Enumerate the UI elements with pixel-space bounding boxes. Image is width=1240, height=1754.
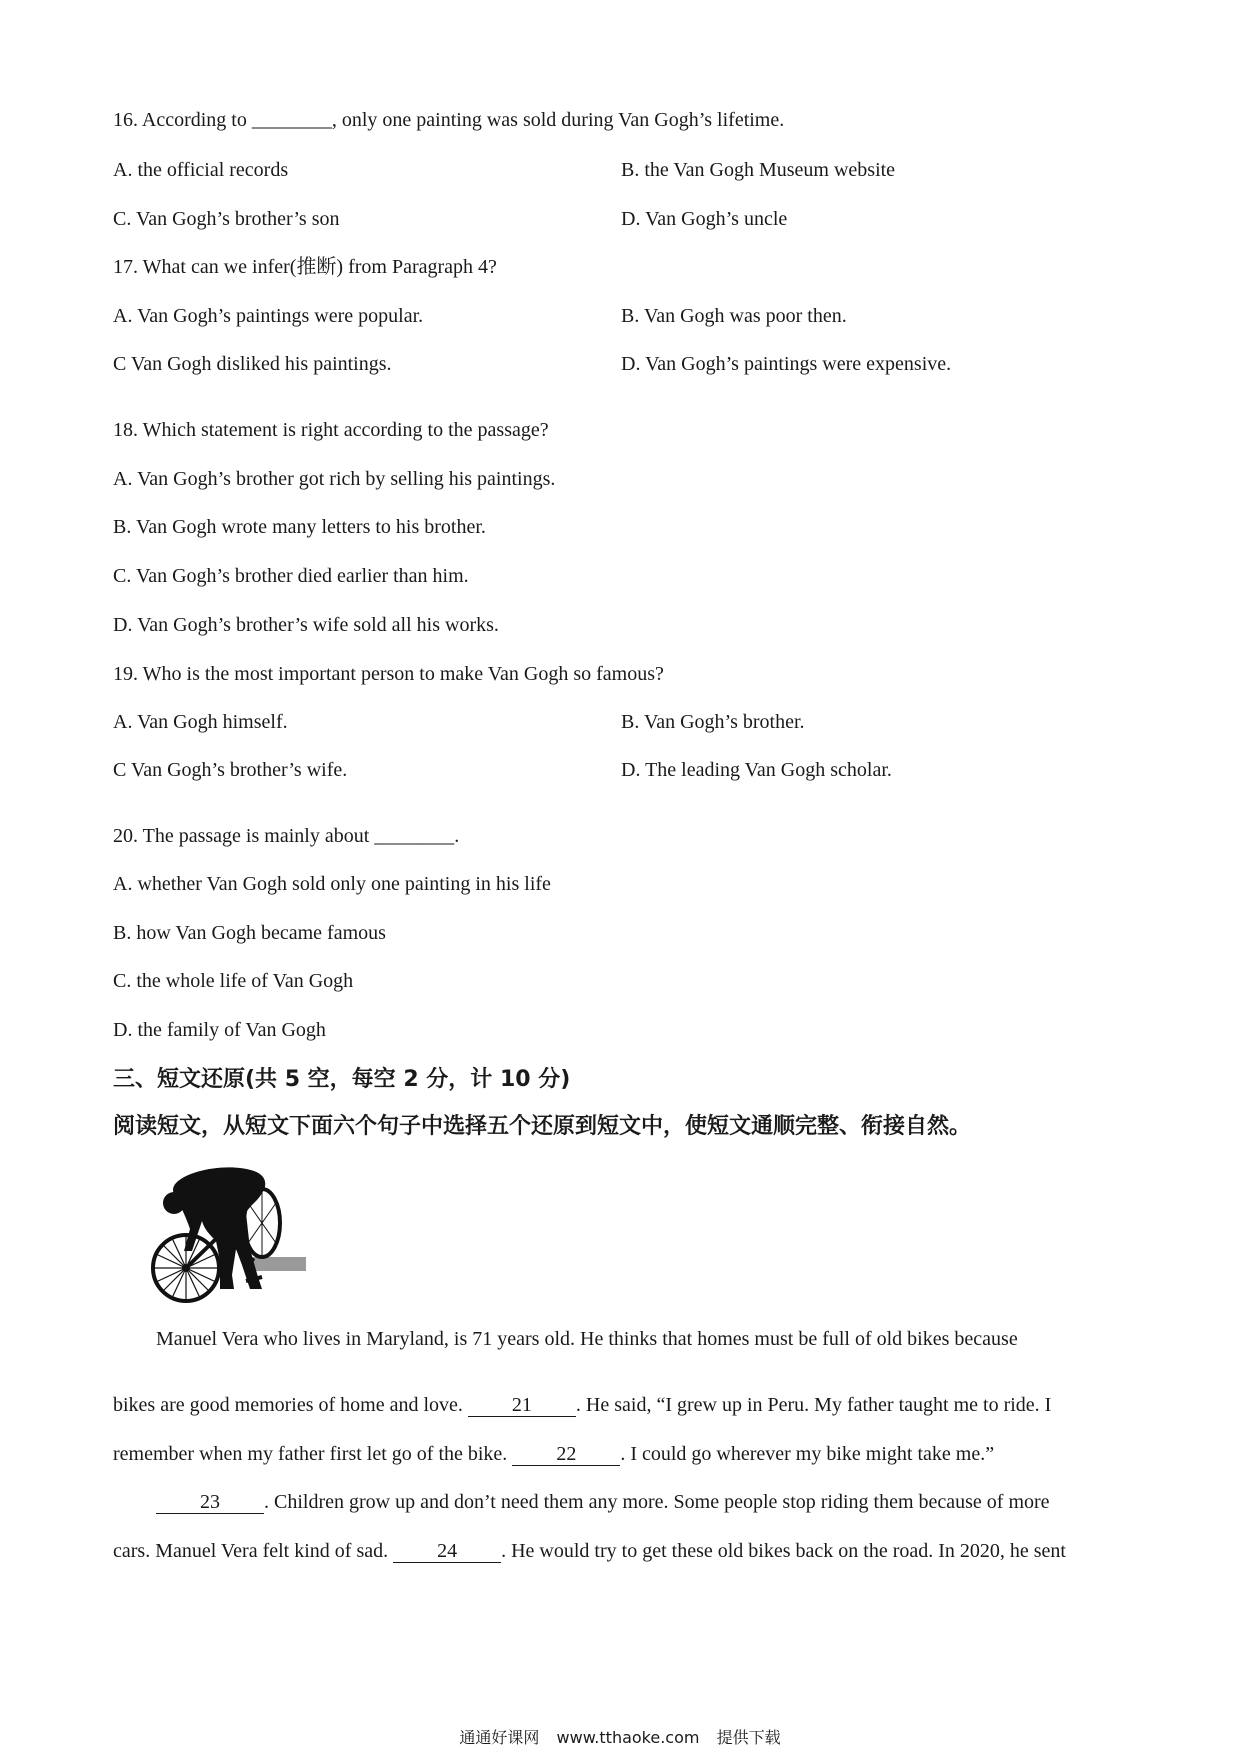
q17-stem: 17. What can we infer(推断) from Paragraph 4? (113, 256, 497, 278)
person-head (163, 1192, 185, 1214)
q20-option-c: C. the whole life of Van Gogh (113, 970, 354, 992)
footer-url[interactable]: www.tthaoke.com (556, 1728, 700, 1747)
cyclist-silhouette-image (150, 1165, 306, 1305)
passage-line-3-pre: remember when my father first let go of the bike. (113, 1443, 513, 1465)
q18-option-a: A. Van Gogh’s brother got rich by selling his paintings. (113, 468, 556, 490)
q17-option-b: B. Van Gogh was poor then. (621, 305, 847, 327)
footer-suffix: 提供下载 (716, 1728, 781, 1747)
q20-blank: ________ (374, 825, 455, 847)
q17-option-d: D. Van Gogh’s paintings were expensive. (621, 353, 952, 375)
blank-22: 22 (512, 1443, 620, 1466)
q16-stem-post: , only one painting was sold during Van Gogh’s lifetime. (331, 109, 785, 131)
q18-option-b: B. Van Gogh wrote many letters to his brother. (113, 516, 486, 538)
q16-option-a: A. the official records (113, 159, 289, 181)
q18-stem: 18. Which statement is right according to the passage? (113, 419, 549, 441)
passage-line-1: Manuel Vera who lives in Maryland, is 71 years old. He thinks that homes must be full of old bikes because (156, 1328, 1018, 1350)
passage-line-3-post: . I could go wherever my bike might take me.” (620, 1443, 995, 1465)
passage-line-4-post: . Children grow up and don’t need them any more. Some people stop riding them because of more (264, 1491, 1050, 1513)
footer-site-name: 通通好课网 (459, 1728, 540, 1747)
section3-instruction: 阅读短文，从短文下面六个句子中选择五个还原到短文中，使短文通顺完整、衔接自然。 (113, 1114, 972, 1139)
q20-stem-pre: 20. The passage is mainly about (113, 825, 375, 847)
passage-line-4 (156, 1489, 1050, 1515)
passage-line-2-post: . He said, “I grew up in Peru. My father taught me to ride. I (575, 1394, 1052, 1416)
passage-line-3 (113, 1441, 994, 1467)
passage-line-2 (113, 1392, 1051, 1418)
q16-option-c: C. Van Gogh’s brother’s son (113, 208, 340, 230)
q16-option-b: B. the Van Gogh Museum website (621, 159, 896, 181)
section3-title: 三、短文还原(共 5 空，每空 2 分，计 10 分) (113, 1067, 571, 1092)
passage-line-5 (113, 1538, 1066, 1564)
q19-option-c: C Van Gogh’s brother’s wife. (113, 759, 348, 781)
passage-line-5-post: . He would try to get these old bikes back on the road. In 2020, he sent (501, 1540, 1066, 1562)
q16-blank: ________ (251, 109, 332, 131)
q19-option-a: A. Van Gogh himself. (113, 711, 288, 733)
q16-option-d: D. Van Gogh’s uncle (621, 208, 788, 230)
passage-line-5-pre: cars. Manuel Vera felt kind of sad. (113, 1540, 394, 1562)
q17-option-c: C Van Gogh disliked his paintings. (113, 353, 392, 375)
q17-option-a: A. Van Gogh’s paintings were popular. (113, 305, 424, 327)
q19-stem: 19. Who is the most important person to make Van Gogh so famous? (113, 663, 664, 685)
blank-21: 21 (468, 1394, 576, 1417)
page-footer (0, 1728, 1240, 1748)
q20-stem (113, 823, 459, 849)
blank-24: 24 (393, 1540, 501, 1563)
q19-option-d: D. The leading Van Gogh scholar. (621, 759, 892, 781)
q16-stem-pre: 16. According to (113, 109, 252, 131)
q19-option-b: B. Van Gogh’s brother. (621, 711, 805, 733)
q16-stem (113, 107, 784, 133)
q20-option-d: D. the family of Van Gogh (113, 1019, 326, 1041)
ground-bar (250, 1257, 306, 1271)
q20-stem-post: . (454, 825, 460, 847)
q20-option-b: B. how Van Gogh became famous (113, 922, 386, 944)
q20-option-a: A. whether Van Gogh sold only one painting in his life (113, 873, 551, 895)
q18-option-d: D. Van Gogh’s brother’s wife sold all his works. (113, 614, 499, 636)
blank-23: 23 (156, 1491, 264, 1514)
q18-option-c: C. Van Gogh’s brother died earlier than him. (113, 565, 469, 587)
passage-line-2-pre: bikes are good memories of home and love. (113, 1394, 468, 1416)
